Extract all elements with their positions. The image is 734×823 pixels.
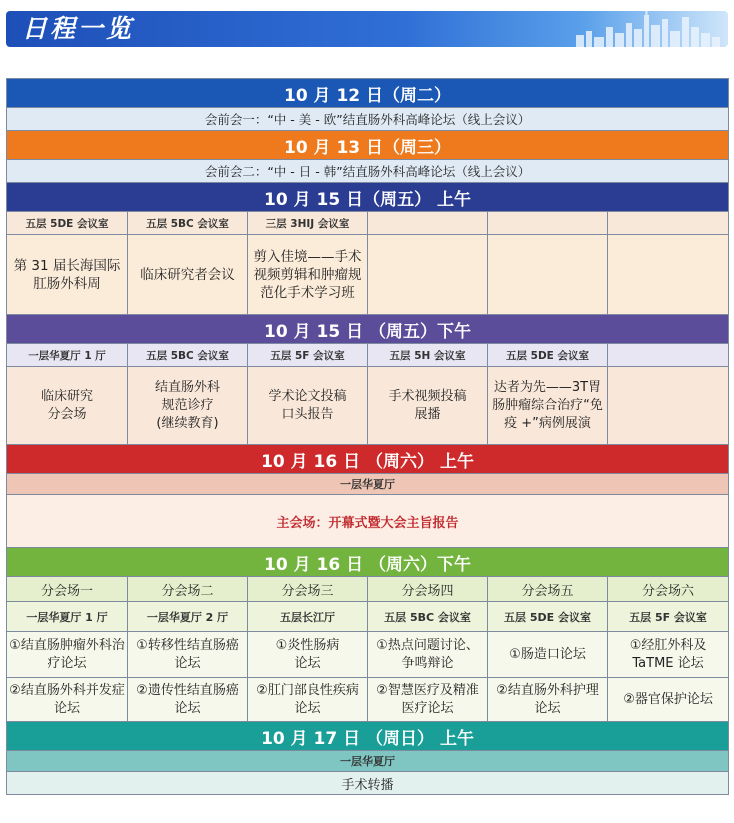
pre-meeting-2: 会前会二：“中 - 日 - 韩”结直肠外科高峰论坛（线上会议） bbox=[7, 160, 729, 183]
date-row-oct16-am bbox=[7, 445, 729, 474]
room-label: 一层华夏厅 1 厅 bbox=[7, 602, 128, 632]
room-label: 五层 5DE 会议室 bbox=[7, 212, 128, 235]
forum-cell: ②遗传性结直肠癌论坛 bbox=[128, 678, 248, 722]
pre-meeting-1: 会前会一：“中 - 美 - 欧”结直肠外科高峰论坛（线上会议） bbox=[7, 108, 729, 131]
room-label: 五层长江厅 bbox=[248, 602, 368, 632]
session-cell bbox=[608, 367, 729, 445]
sub-venue: 分会场六 bbox=[608, 577, 729, 602]
session-cell: 临床研究 分会场 bbox=[7, 367, 128, 445]
room-label: 五层 5BC 会议室 bbox=[368, 602, 488, 632]
date-row-oct15-pm bbox=[7, 315, 729, 344]
hall-row bbox=[7, 474, 729, 495]
date-heading: 10 月 15 日 （周五）下午 bbox=[7, 315, 729, 344]
page-title: 日程一览 bbox=[22, 14, 135, 43]
room-label: 五层 5DE 会议室 bbox=[488, 344, 608, 367]
session-cell: 结直肠外科 规范诊疗 (继续教育) bbox=[128, 367, 248, 445]
forum-cell: ②智慧医疗及精准医疗论坛 bbox=[368, 678, 488, 722]
room-row bbox=[7, 212, 729, 235]
session-row bbox=[7, 772, 729, 795]
forum-cell: ①结直肠肿瘤外科治疗论坛 bbox=[7, 632, 128, 678]
session-cell: 临床研究者会议 bbox=[128, 235, 248, 315]
header-banner bbox=[0, 0, 734, 62]
forum-cell: ①炎性肠病 论坛 bbox=[248, 632, 368, 678]
room-label: 五层 5F 会议室 bbox=[248, 344, 368, 367]
room-label: 一层华夏厅 2 厅 bbox=[128, 602, 248, 632]
room-label bbox=[608, 344, 729, 367]
room-row bbox=[7, 344, 729, 367]
note-row bbox=[7, 160, 729, 183]
session-row bbox=[7, 235, 729, 315]
forum-cell: ①转移性结直肠癌论坛 bbox=[128, 632, 248, 678]
room-label: 五层 5BC 会议室 bbox=[128, 344, 248, 367]
forum-cell: ②结直肠外科并发症论坛 bbox=[7, 678, 128, 722]
date-heading: 10 月 12 日（周二） bbox=[7, 79, 729, 108]
main-session: 主会场：开幕式暨大会主旨报告 bbox=[7, 495, 729, 548]
sub-venue: 分会场四 bbox=[368, 577, 488, 602]
main-session-row bbox=[7, 495, 729, 548]
date-heading: 10 月 13 日（周三） bbox=[7, 131, 729, 160]
session-cell: 手术视频投稿 展播 bbox=[368, 367, 488, 445]
forum-cell: ②结直肠外科护理论坛 bbox=[488, 678, 608, 722]
forum-cell: ②肛门部良性疾病论坛 bbox=[248, 678, 368, 722]
session-cell bbox=[488, 235, 608, 315]
room-label bbox=[608, 212, 729, 235]
sub-venue-row bbox=[7, 577, 729, 602]
session-cell: 达者为先——3T胃肠肿瘤综合治疗“免疫 +”病例展演 bbox=[488, 367, 608, 445]
forum-cell: ①热点问题讨论、争鸣辩论 bbox=[368, 632, 488, 678]
session-cell bbox=[368, 235, 488, 315]
sub-venue: 分会场二 bbox=[128, 577, 248, 602]
sub-venue: 分会场一 bbox=[7, 577, 128, 602]
sub-venue: 分会场三 bbox=[248, 577, 368, 602]
room-label bbox=[368, 212, 488, 235]
forum-cell: ①经肛外科及 TaTME 论坛 bbox=[608, 632, 729, 678]
hall-label: 一层华夏厅 bbox=[7, 474, 729, 495]
session-cell bbox=[608, 235, 729, 315]
forum-cell: ①肠造口论坛 bbox=[488, 632, 608, 678]
date-row-oct12 bbox=[7, 79, 729, 108]
session-cell: 剪入佳境——手术视频剪辑和肿瘤规范化手术学习班 bbox=[248, 235, 368, 315]
room-label: 五层 5BC 会议室 bbox=[128, 212, 248, 235]
room-label bbox=[488, 212, 608, 235]
room-label: 五层 5H 会议室 bbox=[368, 344, 488, 367]
session-cell: 手术转播 bbox=[7, 772, 729, 795]
room-label: 五层 5F 会议室 bbox=[608, 602, 729, 632]
date-heading: 10 月 16 日 （周六） 上午 bbox=[7, 445, 729, 474]
session-cell: 第 31 届长海国际肛肠外科周 bbox=[7, 235, 128, 315]
date-heading: 10 月 16 日 （周六）下午 bbox=[7, 548, 729, 577]
sub-venue: 分会场五 bbox=[488, 577, 608, 602]
room-label: 五层 5DE 会议室 bbox=[488, 602, 608, 632]
room-label: 三层 3HIJ 会议室 bbox=[248, 212, 368, 235]
banner-bar bbox=[6, 11, 728, 47]
date-heading: 10 月 17 日 （周日） 上午 bbox=[7, 722, 729, 751]
session-row bbox=[7, 367, 729, 445]
schedule-table bbox=[6, 78, 729, 795]
date-row-oct15-am bbox=[7, 183, 729, 212]
date-row-oct17-am bbox=[7, 722, 729, 751]
city-skyline-icon bbox=[572, 11, 722, 47]
date-row-oct16-pm bbox=[7, 548, 729, 577]
forum-cell: ②器官保护论坛 bbox=[608, 678, 729, 722]
room-label: 一层华夏厅 1 厅 bbox=[7, 344, 128, 367]
date-heading: 10 月 15 日（周五） 上午 bbox=[7, 183, 729, 212]
date-row-oct13 bbox=[7, 131, 729, 160]
hall-label: 一层华夏厅 bbox=[7, 751, 729, 772]
note-row bbox=[7, 108, 729, 131]
forum-row bbox=[7, 632, 729, 678]
session-cell: 学术论文投稿 口头报告 bbox=[248, 367, 368, 445]
hall-row bbox=[7, 751, 729, 772]
room-row bbox=[7, 602, 729, 632]
forum-row bbox=[7, 678, 729, 722]
